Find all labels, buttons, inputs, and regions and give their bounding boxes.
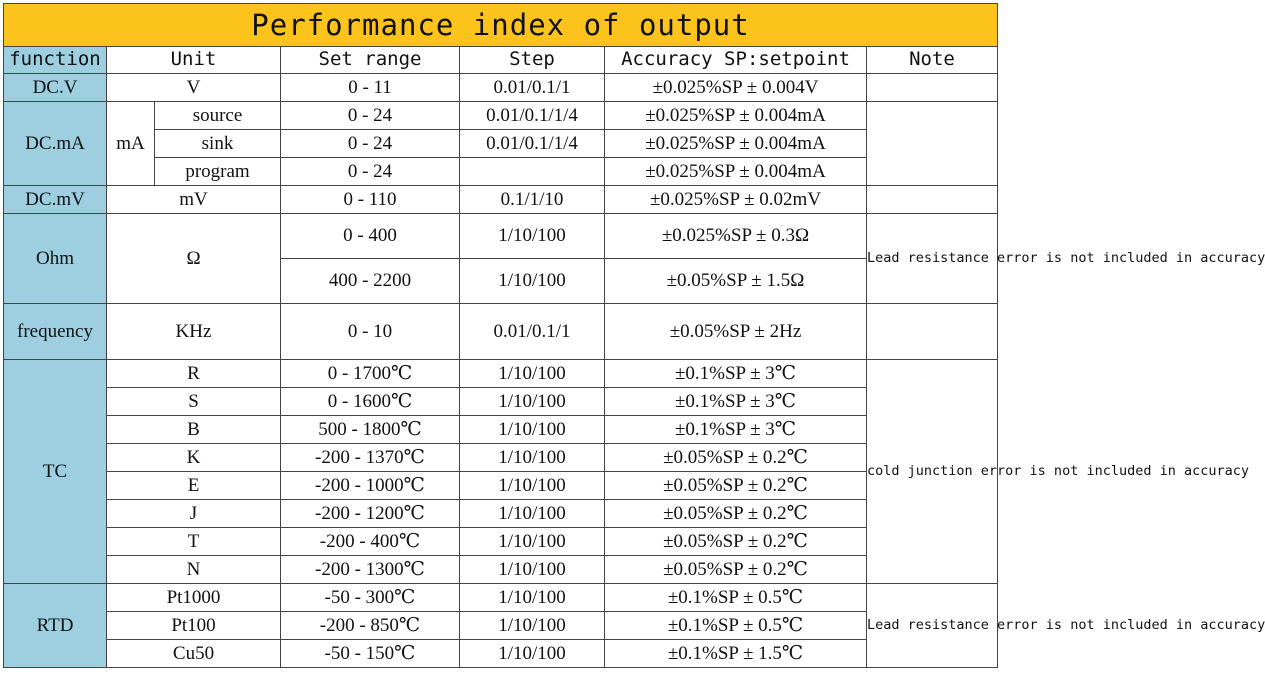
accuracy-cell: ±0.025%SP ± 0.004mA [605, 158, 867, 186]
function-dcmv: DC.mV [4, 186, 107, 214]
note-cell [867, 102, 998, 186]
header-note: Note [867, 47, 998, 74]
table-row [4, 472, 998, 500]
type-cell: T [107, 528, 281, 556]
header-accuracy: Accuracy SP:setpoint [605, 47, 867, 74]
type-cell: Pt1000 [107, 584, 281, 612]
mode-cell: program [155, 158, 281, 186]
unit-cell: Ω [107, 214, 281, 304]
step-cell: 1/10/100 [460, 612, 605, 640]
table-row [4, 388, 998, 416]
accuracy-cell: ±0.1%SP ± 1.5℃ [605, 640, 867, 668]
table-row [4, 416, 998, 444]
header-unit: Unit [107, 47, 281, 74]
range-cell: 0 - 400 [281, 214, 460, 259]
table-row [4, 444, 998, 472]
table-row [4, 186, 998, 214]
type-cell: S [107, 388, 281, 416]
accuracy-cell: ±0.1%SP ± 3℃ [605, 360, 867, 388]
header-set-range: Set range [281, 47, 460, 74]
range-cell: 0 - 24 [281, 102, 460, 130]
table-row [4, 528, 998, 556]
accuracy-cell: ±0.1%SP ± 3℃ [605, 416, 867, 444]
step-cell: 1/10/100 [460, 640, 605, 668]
range-cell: -200 - 1000℃ [281, 472, 460, 500]
header-step: Step [460, 47, 605, 74]
range-cell: 500 - 1800℃ [281, 416, 460, 444]
range-cell: -200 - 850℃ [281, 612, 460, 640]
function-frequency: frequency [4, 304, 107, 360]
note-cell [867, 186, 998, 214]
note-cell [867, 304, 998, 360]
note-cell: cold junction error is not included in accuracy [867, 360, 998, 584]
function-tc: TC [4, 360, 107, 584]
range-cell: -200 - 400℃ [281, 528, 460, 556]
step-cell [460, 158, 605, 186]
table-row [4, 584, 998, 612]
range-cell: 0 - 11 [281, 74, 460, 102]
step-cell: 0.01/0.1/1 [460, 74, 605, 102]
unit-cell: mV [107, 186, 281, 214]
accuracy-cell: ±0.05%SP ± 0.2℃ [605, 528, 867, 556]
table-row [4, 556, 998, 584]
range-cell: 0 - 24 [281, 158, 460, 186]
accuracy-cell: ±0.1%SP ± 0.5℃ [605, 612, 867, 640]
step-cell: 1/10/100 [460, 444, 605, 472]
accuracy-cell: ±0.05%SP ± 0.2℃ [605, 500, 867, 528]
range-cell: -50 - 150℃ [281, 640, 460, 668]
type-cell: R [107, 360, 281, 388]
table-row [4, 360, 998, 388]
range-cell: 0 - 1600℃ [281, 388, 460, 416]
unit-cell: mA [107, 102, 155, 186]
type-cell: Pt100 [107, 612, 281, 640]
performance-table [3, 3, 1265, 668]
function-dcma: DC.mA [4, 102, 107, 186]
step-cell: 1/10/100 [460, 500, 605, 528]
range-cell: -50 - 300℃ [281, 584, 460, 612]
table-row [4, 74, 998, 102]
step-cell: 1/10/100 [460, 214, 605, 259]
step-cell: 1/10/100 [460, 472, 605, 500]
accuracy-cell: ±0.05%SP ± 0.2℃ [605, 444, 867, 472]
table-row [4, 640, 998, 668]
range-cell: 0 - 10 [281, 304, 460, 360]
step-cell: 1/10/100 [460, 528, 605, 556]
type-cell: K [107, 444, 281, 472]
type-cell: Cu50 [107, 640, 281, 668]
table-row [4, 500, 998, 528]
type-cell: J [107, 500, 281, 528]
accuracy-cell: ±0.05%SP ± 0.2℃ [605, 472, 867, 500]
mode-cell: sink [155, 130, 281, 158]
table-title: Performance index of output [4, 4, 998, 47]
note-cell: Lead resistance error is not included in accuracy [867, 584, 998, 668]
type-cell: E [107, 472, 281, 500]
step-cell: 1/10/100 [460, 360, 605, 388]
mode-cell: source [155, 102, 281, 130]
step-cell: 1/10/100 [460, 556, 605, 584]
accuracy-cell: ±0.05%SP ± 2Hz [605, 304, 867, 360]
step-cell: 1/10/100 [460, 388, 605, 416]
accuracy-cell: ±0.025%SP ± 0.02mV [605, 186, 867, 214]
table-row [4, 214, 998, 259]
note-cell: Lead resistance error is not included in accuracy [867, 214, 998, 304]
header-function: function [4, 47, 107, 74]
step-cell: 0.01/0.1/1/4 [460, 130, 605, 158]
table-row [4, 304, 998, 360]
step-cell: 0.01/0.1/1 [460, 304, 605, 360]
table-row [4, 612, 998, 640]
step-cell: 1/10/100 [460, 416, 605, 444]
type-cell: B [107, 416, 281, 444]
note-cell [867, 74, 998, 102]
step-cell: 0.1/1/10 [460, 186, 605, 214]
function-ohm: Ohm [4, 214, 107, 304]
step-cell: 1/10/100 [460, 259, 605, 304]
function-dcv: DC.V [4, 74, 107, 102]
range-cell: 0 - 110 [281, 186, 460, 214]
range-cell: -200 - 1370℃ [281, 444, 460, 472]
accuracy-cell: ±0.025%SP ± 0.3Ω [605, 214, 867, 259]
accuracy-cell: ±0.05%SP ± 1.5Ω [605, 259, 867, 304]
range-cell: -200 - 1200℃ [281, 500, 460, 528]
range-cell: 0 - 24 [281, 130, 460, 158]
unit-cell: V [107, 74, 281, 102]
table-row [4, 102, 998, 130]
accuracy-cell: ±0.1%SP ± 0.5℃ [605, 584, 867, 612]
accuracy-cell: ±0.025%SP ± 0.004V [605, 74, 867, 102]
accuracy-cell: ±0.025%SP ± 0.004mA [605, 102, 867, 130]
step-cell: 0.01/0.1/1/4 [460, 102, 605, 130]
accuracy-cell: ±0.05%SP ± 0.2℃ [605, 556, 867, 584]
accuracy-cell: ±0.025%SP ± 0.004mA [605, 130, 867, 158]
function-rtd: RTD [4, 584, 107, 668]
range-cell: -200 - 1300℃ [281, 556, 460, 584]
unit-cell: KHz [107, 304, 281, 360]
accuracy-cell: ±0.1%SP ± 3℃ [605, 388, 867, 416]
range-cell: 0 - 1700℃ [281, 360, 460, 388]
range-cell: 400 - 2200 [281, 259, 460, 304]
step-cell: 1/10/100 [460, 584, 605, 612]
type-cell: N [107, 556, 281, 584]
